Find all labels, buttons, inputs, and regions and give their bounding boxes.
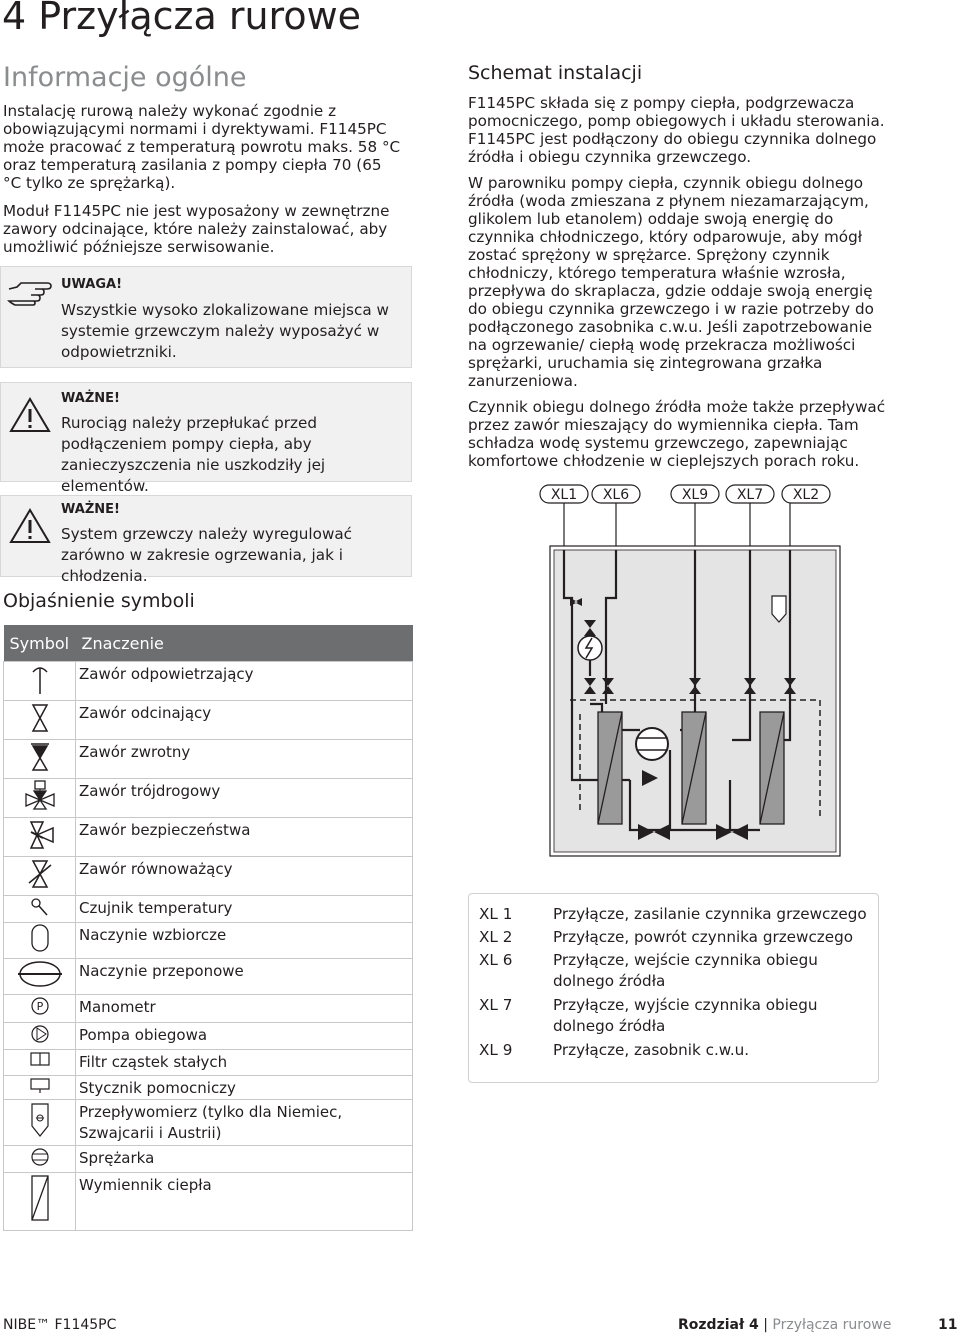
tag-xl6: XL6	[602, 487, 630, 503]
col-meaning-header: Znaczenie	[76, 625, 413, 662]
page-number: 11	[938, 1317, 958, 1333]
note-uwaga	[0, 266, 412, 368]
general-paragraph-2: Moduł F1145PC nie jest wyposażony w zewnętrzne zawory odcinające, które należy zainstalować, aby umożliwić późniejsze serwisowanie.	[3, 202, 390, 256]
note-body: Wszystkie wysoko zlokalizowane miejsca w systemie grzewczym należy wyposażyć w odpowietrzniki.	[61, 301, 389, 361]
pointing-hand-icon	[7, 281, 53, 307]
general-title: Informacje ogólne	[3, 62, 247, 93]
balancing-valve-icon	[25, 857, 55, 891]
general-paragraph-1: Instalację rurową należy wykonać zgodnie z obowiązującymi normami i dyrektywami. F1145PC może pracować z temperaturą powrotu maks. 58 °C oraz temperaturą zasilania z pompy ciepła 70 (65 °C tylko ze sprężarką).	[3, 102, 401, 192]
expansion-vessel-icon	[28, 923, 52, 953]
schema-paragraph-1: F1145PC składa się z pompy ciepła, podgrzewacza pomocniczego, pomp obiegowych i układu sterowania. F1145PC jest podłączony do obiegu czynnika dolnego źródła i obiegu czynnika grzewczego.	[468, 94, 885, 166]
general-text	[3, 102, 403, 266]
membrane-vessel-icon	[15, 959, 65, 989]
table-row	[4, 959, 413, 995]
table-row	[4, 818, 413, 857]
symbol-meaning: Sprężarka	[76, 1146, 413, 1173]
safety-valve-icon	[23, 818, 57, 852]
schema-paragraph-3: Czynnik obiegu dolnego źródła może także przepływać przez zawór mieszający do wymiennika ciepła. Tam schładza wodę systemu grzewczego, zapewniając komfortowe chłodzenie w cieplejszych porach roku.	[468, 398, 886, 470]
note-heading: WAŻNE!	[61, 502, 120, 517]
legend-code: XL 2	[479, 928, 513, 946]
check-valve-icon	[25, 740, 55, 774]
symbol-meaning: Naczynie przeponowe	[76, 959, 413, 995]
note-wazne-1	[0, 382, 412, 495]
legend-code: XL 1	[479, 905, 513, 923]
tag-xl1: XL1	[550, 487, 578, 503]
auxiliary-contactor-icon	[27, 1076, 53, 1094]
table-row	[4, 1076, 413, 1100]
symbol-meaning: Stycznik pomocniczy	[76, 1076, 413, 1100]
symbol-meaning: Zawór odcinający	[76, 701, 413, 740]
legend-code: XL 7	[479, 996, 513, 1014]
col-symbol-header: Symbol	[4, 625, 76, 662]
installation-diagram	[520, 480, 860, 860]
warning-icon	[9, 397, 51, 433]
symbol-meaning: Zawór bezpieczeństwa	[76, 818, 413, 857]
note-heading: UWAGA!	[61, 277, 123, 292]
tag-xl7: XL7	[736, 487, 764, 503]
tag-xl2: XL2	[792, 487, 820, 503]
footer-chapter-label: Rozdział 4	[678, 1317, 759, 1333]
circulation-pump-icon	[29, 1023, 51, 1045]
symbol-meaning: Zawór odpowietrzający	[76, 662, 413, 701]
schema-text	[468, 94, 886, 478]
schema-paragraph-2: W parowniku pompy ciepła, czynnik obiegu dolnego źródła (woda zmieszana z płynem niezamarzającym, glikolem lub etanolem) oddaje swoją energię do czynnika chłodniczego, który odparowuje, aby mógł zostać sprężony w sprężarce. Sprężony czynnik chłodniczy, którego temperatura właśnie wzrosła, przepływa do skraplacza, gdzie oddaje swoją energię do obiegu czynnika grzewczego i w razie potrzeby do podłączonego zasobnika c.w.u. Jeśli zapotrzebowanie na ogrzewanie/ ciepłą wodę przekracza możliwości sprężarki, uruchamia się zintegrowana grzałka zanurzeniowa.	[468, 174, 874, 390]
table-row	[4, 857, 413, 896]
note-body: Rurociąg należy przepłukać przed podłączeniem pompy ciepła, aby zanieczyszczenia nie uszkodziły jej elementów.	[61, 414, 326, 495]
footer-separator: |	[763, 1317, 768, 1333]
note-body: System grzewczy należy wyregulować zarówno w zakresie ogrzewania, jak i chłodzenia.	[61, 525, 353, 585]
legend-desc: Przyłącze, wejście czynnika obiegu dolnego źródła	[553, 951, 818, 990]
note-heading: WAŻNE!	[61, 391, 120, 406]
symbols-table	[3, 625, 413, 1231]
footer-brand: NIBE™ F1145PC	[3, 1317, 117, 1333]
symbol-meaning: Wymiennik ciepła	[76, 1173, 413, 1231]
table-row	[4, 995, 413, 1023]
symbol-meaning: Czujnik temperatury	[76, 896, 413, 923]
table-row	[4, 701, 413, 740]
symbol-meaning: Pompa obiegowa	[76, 1023, 413, 1050]
table-row	[4, 1100, 413, 1146]
tag-xl9: XL9	[681, 487, 709, 503]
symbol-meaning: Zawór zwrotny	[76, 740, 413, 779]
footer-section: Przyłącza rurowe	[772, 1317, 892, 1333]
footer-chapter	[678, 1317, 891, 1333]
symbol-meaning: Zawór równoważący	[76, 857, 413, 896]
table-row	[4, 1023, 413, 1050]
symbol-meaning: Przepływomierz (tylko dla Niemiec, Szwajcarii i Austrii)	[76, 1100, 413, 1146]
symbol-meaning: Manometr	[76, 995, 413, 1023]
table-row	[4, 1050, 413, 1076]
chapter-title: 4 Przyłącza rurowe	[2, 0, 362, 38]
table-row	[4, 896, 413, 923]
symbol-meaning: Filtr cząstek stałych	[76, 1050, 413, 1076]
pressure-gauge-icon	[29, 995, 51, 1017]
svg-text:P: P	[36, 1000, 43, 1013]
legend-desc: Przyłącze, zasilanie czynnika grzewczego	[553, 905, 867, 923]
table-row	[4, 779, 413, 818]
schema-title: Schemat instalacji	[468, 62, 643, 84]
warning-icon	[9, 508, 51, 544]
table-row	[4, 923, 413, 959]
shutoff-valve-icon	[25, 701, 55, 735]
air-vent-valve-icon	[25, 662, 55, 696]
legend-desc: Przyłącze, zasobnik c.w.u.	[553, 1041, 750, 1059]
legend-desc: Przyłącze, powrót czynnika grzewczego	[553, 928, 854, 946]
temperature-sensor-icon	[28, 896, 52, 918]
legend-code: XL 6	[479, 951, 513, 969]
connection-legend	[468, 893, 879, 1083]
note-wazne-2	[0, 495, 412, 585]
table-row	[4, 1173, 413, 1231]
symbols-title: Objaśnienie symboli	[3, 590, 195, 612]
particle-filter-icon	[27, 1050, 53, 1068]
legend-desc: Przyłącze, wyjście czynnika obiegu dolnego źródła	[553, 996, 818, 1035]
compressor-icon	[29, 1146, 51, 1168]
table-row	[4, 1146, 413, 1173]
table-row	[4, 662, 413, 701]
symbol-meaning: Naczynie wzbiorcze	[76, 923, 413, 959]
heat-exchanger-icon	[28, 1173, 52, 1223]
symbol-meaning: Zawór trójdrogowy	[76, 779, 413, 818]
flow-meter-icon	[27, 1100, 53, 1140]
legend-code: XL 9	[479, 1041, 513, 1059]
table-row	[4, 740, 413, 779]
three-way-valve-icon	[23, 779, 57, 813]
